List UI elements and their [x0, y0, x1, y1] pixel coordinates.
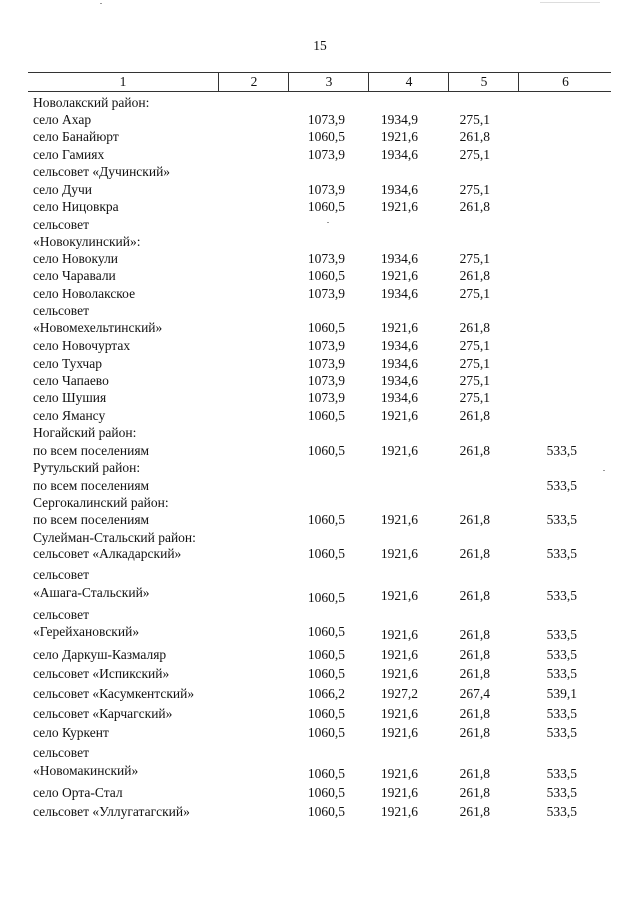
value-col-4: 1921,6: [380, 666, 418, 681]
value-col-4: 1934,9: [380, 112, 418, 127]
value-col-6: 533,5: [546, 766, 577, 781]
value-col-3: 1060,5: [307, 590, 345, 605]
settlement-name: Рутульский район:: [33, 460, 141, 475]
value-col-4: 1921,6: [380, 785, 418, 800]
value-col-3: 1060,5: [307, 320, 345, 335]
settlement-name: «Герейхановский»: [33, 624, 140, 639]
value-col-3: 1060,5: [307, 624, 345, 639]
settlement-name: сельсовет: [33, 217, 89, 232]
value-col-3: 1060,5: [307, 129, 345, 144]
value-col-5: 275,1: [459, 338, 490, 353]
value-col-5: 261,8: [459, 546, 490, 561]
value-col-4: 1921,6: [380, 766, 418, 781]
settlement-name: село Новокули: [33, 251, 119, 266]
value-col-4: 1934,6: [380, 147, 418, 162]
settlement-name: «Новомехельтинский»: [33, 320, 163, 335]
value-col-5: 275,1: [459, 182, 490, 197]
value-col-3: 1060,5: [307, 647, 345, 662]
value-col-5: 261,8: [459, 268, 490, 283]
value-col-4: 1921,6: [380, 725, 418, 740]
value-col-4: 1921,6: [380, 588, 418, 603]
settlement-name: Сергокалинский район:: [33, 495, 169, 510]
settlement-name: село Шушия: [33, 390, 107, 405]
value-col-3: 1060,5: [307, 725, 345, 740]
value-col-5: 275,1: [459, 112, 490, 127]
settlement-name: село Орта-Стал: [33, 785, 123, 800]
value-col-3: 1060,5: [307, 785, 345, 800]
settlement-name: Сулейман-Стальский район:: [33, 530, 196, 545]
value-col-6: 533,5: [546, 478, 577, 493]
value-col-4: 1921,6: [380, 408, 418, 423]
settlement-name: село Новолакское: [33, 286, 136, 301]
value-col-3: 1060,5: [307, 706, 345, 721]
value-col-5: 275,1: [459, 373, 490, 388]
settlement-name: сельсовет: [33, 567, 89, 582]
settlement-name: «Ашага-Стальский»: [33, 585, 150, 600]
value-col-3: 1066,2: [307, 686, 345, 701]
settlement-name: сельсовет: [33, 303, 89, 318]
value-col-4: 1921,6: [380, 320, 418, 335]
value-col-5: 261,8: [459, 408, 490, 423]
settlement-name: по всем поселениям: [33, 443, 150, 458]
page-number: 15: [313, 38, 327, 53]
value-col-5: 267,4: [459, 686, 490, 701]
value-col-6: 533,5: [546, 804, 577, 819]
settlement-name: сельсовет «Уллугатагский»: [33, 804, 190, 819]
scan-speck: [540, 2, 600, 3]
settlement-name: сельсовет «Испикский»: [33, 666, 170, 681]
value-col-5: 261,8: [459, 443, 490, 458]
settlement-name: «Новокулинский»:: [33, 234, 141, 249]
value-col-4: 1921,6: [380, 268, 418, 283]
settlement-name: «Новомакинский»: [33, 763, 139, 778]
value-col-5: 261,8: [459, 666, 490, 681]
value-col-4: 1927,2: [380, 686, 418, 701]
column-header-6: 6: [518, 73, 612, 91]
value-col-3: 1073,9: [307, 373, 345, 388]
value-col-5: 261,8: [459, 199, 490, 214]
settlement-name: сельсовет «Карчагский»: [33, 706, 173, 721]
column-header-5: 5: [448, 73, 519, 91]
settlement-name: сельсовет: [33, 607, 89, 622]
settlement-name: по всем поселениям: [33, 512, 150, 527]
value-col-4: 1921,6: [380, 647, 418, 662]
column-header-4: 4: [368, 73, 449, 91]
value-col-3: 1073,9: [307, 182, 345, 197]
value-col-5: 261,8: [459, 129, 490, 144]
value-col-6: 533,5: [546, 647, 577, 662]
value-col-6: 533,5: [546, 725, 577, 740]
settlement-name: село Ямансу: [33, 408, 106, 423]
value-col-3: 1073,9: [307, 286, 345, 301]
settlement-name: село Банайюрт: [33, 129, 119, 144]
value-col-4: 1934,6: [380, 182, 418, 197]
value-col-4: 1934,6: [380, 251, 418, 266]
value-col-6: 533,5: [546, 546, 577, 561]
value-col-5: 261,8: [459, 804, 490, 819]
value-col-5: 261,8: [459, 766, 490, 781]
column-header-3: 3: [288, 73, 369, 91]
value-col-5: 275,1: [459, 286, 490, 301]
value-col-5: 275,1: [459, 147, 490, 162]
value-col-5: 261,8: [459, 512, 490, 527]
scan-speck: [327, 222, 329, 223]
settlement-name: село Новочуртах: [33, 338, 131, 353]
value-col-3: 1073,9: [307, 112, 345, 127]
value-col-5: 275,1: [459, 251, 490, 266]
value-col-4: 1934,6: [380, 286, 418, 301]
value-col-3: 1060,5: [307, 512, 345, 527]
settlement-name: село Даркуш-Казмаляр: [33, 647, 167, 662]
value-col-5: 261,8: [459, 725, 490, 740]
value-col-3: 1073,9: [307, 356, 345, 371]
value-col-5: 261,8: [459, 647, 490, 662]
settlement-name: село Дучи: [33, 182, 92, 197]
table-header: [28, 72, 611, 92]
value-col-6: 533,5: [546, 666, 577, 681]
settlement-name: село Тухчар: [33, 356, 102, 371]
value-col-6: 539,1: [546, 686, 577, 701]
value-col-3: 1060,5: [307, 804, 345, 819]
value-col-4: 1934,6: [380, 356, 418, 371]
value-col-4: 1921,6: [380, 706, 418, 721]
value-col-3: 1060,5: [307, 443, 345, 458]
value-col-5: 275,1: [459, 356, 490, 371]
value-col-4: 1921,6: [380, 199, 418, 214]
value-col-3: 1060,5: [307, 199, 345, 214]
value-col-4: 1921,6: [380, 546, 418, 561]
value-col-5: 261,8: [459, 588, 490, 603]
settlement-name: село Гамиях: [33, 147, 105, 162]
value-col-3: 1060,5: [307, 666, 345, 681]
value-col-4: 1934,6: [380, 338, 418, 353]
value-col-6: 533,5: [546, 627, 577, 642]
value-col-4: 1934,6: [380, 373, 418, 388]
value-col-5: 261,8: [459, 706, 490, 721]
value-col-6: 533,5: [546, 443, 577, 458]
settlement-name: село Куркент: [33, 725, 109, 740]
value-col-3: 1060,5: [307, 408, 345, 423]
settlement-name: Новолакский район:: [33, 95, 150, 110]
settlement-name: село Чапаево: [33, 373, 109, 388]
settlement-name: сельсовет: [33, 745, 89, 760]
settlement-name: село Ницовкра: [33, 199, 119, 214]
scan-speck: [603, 470, 605, 471]
value-col-5: 261,8: [459, 785, 490, 800]
settlement-name: сельсовет «Дучинский»: [33, 164, 171, 179]
value-col-6: 533,5: [546, 785, 577, 800]
settlement-name: село Ахар: [33, 112, 92, 127]
settlement-name: сельсовет «Касумкентский»: [33, 686, 195, 701]
value-col-6: 533,5: [546, 512, 577, 527]
value-col-4: 1921,6: [380, 512, 418, 527]
value-col-3: 1060,5: [307, 766, 345, 781]
settlement-name: село Чаравали: [33, 268, 116, 283]
value-col-4: 1921,6: [380, 804, 418, 819]
value-col-5: 261,8: [459, 627, 490, 642]
value-col-4: 1921,6: [380, 443, 418, 458]
value-col-3: 1073,9: [307, 338, 345, 353]
value-col-3: 1073,9: [307, 251, 345, 266]
value-col-4: 1921,6: [380, 129, 418, 144]
value-col-4: 1921,6: [380, 627, 418, 642]
column-header-1: 1: [119, 74, 127, 89]
value-col-5: 261,8: [459, 320, 490, 335]
value-col-4: 1934,6: [380, 390, 418, 405]
settlement-name: сельсовет «Алкадарский»: [33, 546, 182, 561]
value-col-3: 1060,5: [307, 268, 345, 283]
value-col-3: 1060,5: [307, 546, 345, 561]
value-col-6: 533,5: [546, 588, 577, 603]
value-col-3: 1073,9: [307, 147, 345, 162]
value-col-3: 1073,9: [307, 390, 345, 405]
value-col-6: 533,5: [546, 706, 577, 721]
settlement-name: по всем поселениям: [33, 478, 150, 493]
settlement-name: Ногайский район:: [33, 425, 137, 440]
column-header-2: 2: [218, 73, 289, 91]
value-col-5: 275,1: [459, 390, 490, 405]
scan-speck: [100, 3, 102, 4]
